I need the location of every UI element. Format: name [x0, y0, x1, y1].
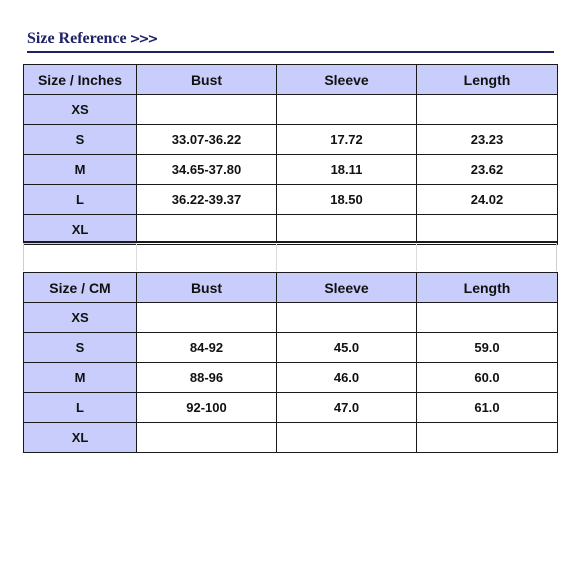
size-label: XS [24, 303, 137, 333]
header-sleeve: Sleeve [277, 273, 417, 303]
size-label: XS [24, 95, 137, 125]
sleeve-value [277, 95, 417, 125]
table-row [24, 423, 558, 453]
inches-header-row [24, 65, 558, 95]
table-row [24, 95, 558, 125]
bust-value: 88-96 [137, 363, 277, 393]
size-label: S [24, 333, 137, 363]
spacer-divider [416, 243, 417, 271]
bust-value [137, 423, 277, 453]
size-label: M [24, 155, 137, 185]
cm-header-row [24, 273, 558, 303]
table-row [24, 215, 558, 245]
table-row [24, 363, 558, 393]
size-reference-heading [27, 30, 554, 52]
length-value: 23.62 [417, 155, 558, 185]
size-label: L [24, 185, 137, 215]
sleeve-value [277, 303, 417, 333]
heading-arrows: >>> [129, 32, 157, 47]
size-label: S [24, 125, 137, 155]
bust-value [137, 303, 277, 333]
inches-size-table [23, 64, 558, 245]
sleeve-value: 45.0 [277, 333, 417, 363]
length-value: 24.02 [417, 185, 558, 215]
header-size-cm: Size / CM [24, 273, 137, 303]
table-row [24, 393, 558, 423]
bust-value [137, 95, 277, 125]
table-row [24, 303, 558, 333]
header-bust: Bust [137, 273, 277, 303]
length-value: 59.0 [417, 333, 558, 363]
length-value [417, 95, 558, 125]
length-value: 61.0 [417, 393, 558, 423]
sleeve-value: 18.50 [277, 185, 417, 215]
cm-size-table [23, 272, 558, 453]
bust-value: 33.07-36.22 [137, 125, 277, 155]
header-length: Length [417, 273, 558, 303]
spacer-divider [136, 243, 137, 271]
table-row [24, 125, 558, 155]
size-label: M [24, 363, 137, 393]
bust-value: 36.22-39.37 [137, 185, 277, 215]
sleeve-value [277, 215, 417, 245]
size-label: XL [24, 215, 137, 245]
table-row [24, 185, 558, 215]
length-value: 23.23 [417, 125, 558, 155]
sleeve-value: 46.0 [277, 363, 417, 393]
table-spacer-row [23, 243, 557, 271]
bust-value: 84-92 [137, 333, 277, 363]
table-row [24, 333, 558, 363]
sleeve-value: 18.11 [277, 155, 417, 185]
size-label: XL [24, 423, 137, 453]
length-value [417, 423, 558, 453]
table-row [24, 155, 558, 185]
sleeve-value: 47.0 [277, 393, 417, 423]
spacer-divider [276, 243, 277, 271]
sleeve-value [277, 423, 417, 453]
header-length: Length [417, 65, 558, 95]
header-size-inches: Size / Inches [24, 65, 137, 95]
bust-value [137, 215, 277, 245]
header-sleeve: Sleeve [277, 65, 417, 95]
bust-value: 34.65-37.80 [137, 155, 277, 185]
length-value: 60.0 [417, 363, 558, 393]
length-value [417, 303, 558, 333]
heading-title: Size Reference [27, 30, 127, 47]
bust-value: 92-100 [137, 393, 277, 423]
heading-underline [27, 51, 554, 53]
sleeve-value: 17.72 [277, 125, 417, 155]
length-value [417, 215, 558, 245]
size-label: L [24, 393, 137, 423]
header-bust: Bust [137, 65, 277, 95]
